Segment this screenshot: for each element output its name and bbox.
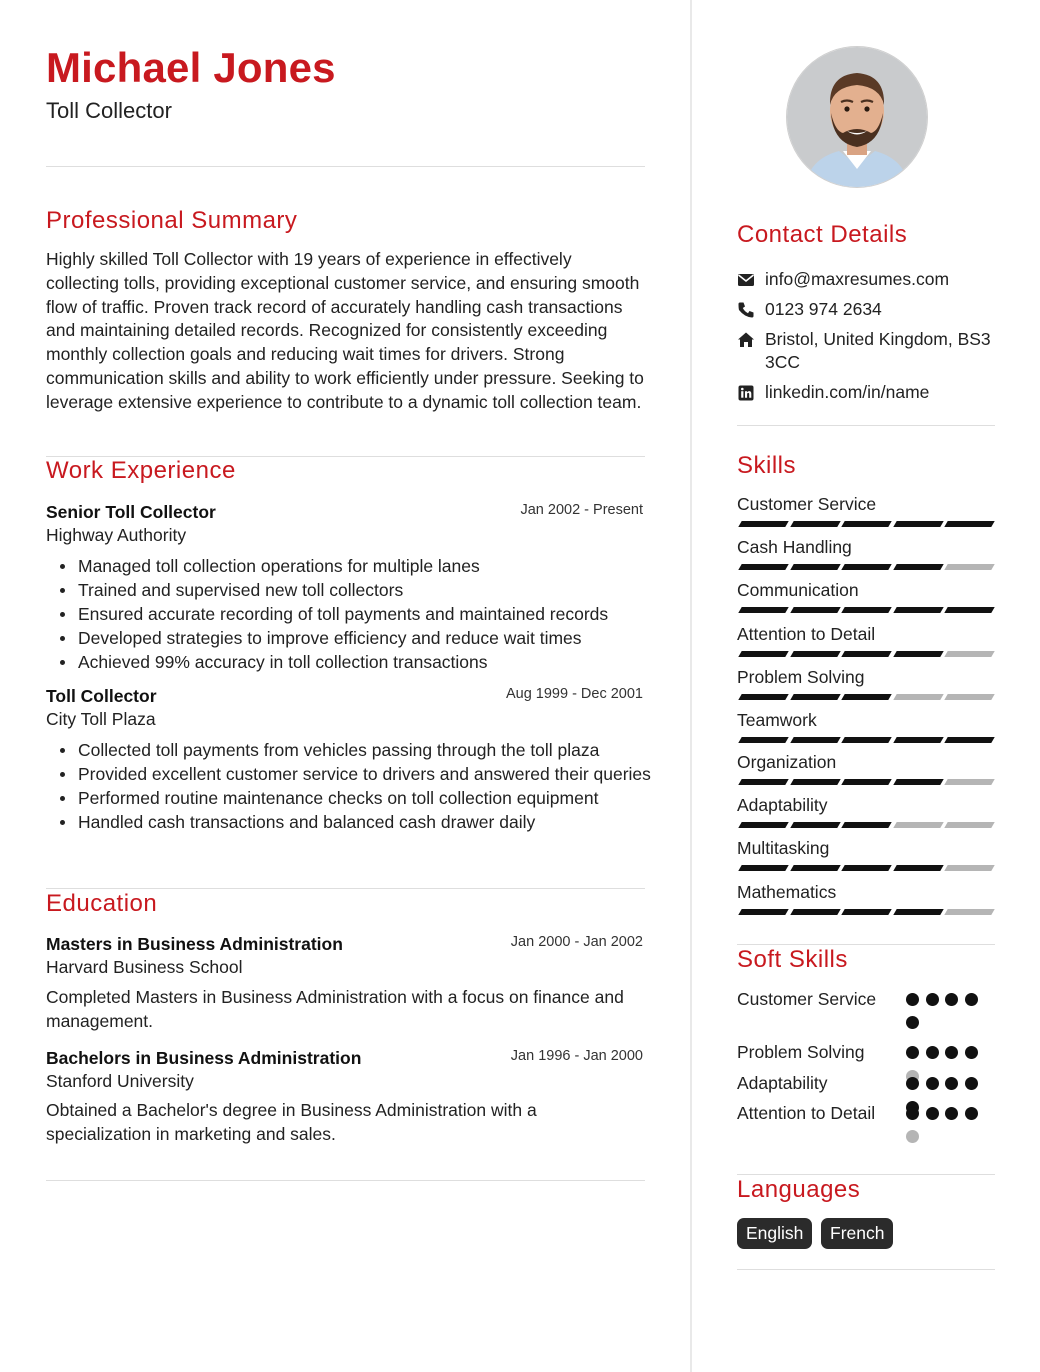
skill-level-bar [737,865,993,871]
skill-level-bar [737,737,993,743]
soft-skill-dot [906,1046,919,1059]
skill-level-bar [737,521,993,527]
soft-skill-dot [926,1077,939,1090]
skill-item [737,537,995,577]
skill-level-segment [790,779,840,785]
skill-level-segment [738,694,788,700]
skill-level-segment [790,694,840,700]
skills-heading: Skills [737,452,797,479]
soft-skill-label: Customer Service [737,989,877,1009]
skill-level-segment [738,737,788,743]
skill-label: Multitasking [737,838,830,858]
skill-item [737,882,995,922]
skill-label: Cash Handling [737,537,852,557]
header-divider [46,166,645,167]
contact-phone-text: 0123 974 2634 [765,299,882,319]
soft-skill-dot [926,993,939,1006]
job-bullet: Trained and supervised new toll collectors [78,578,658,602]
education-date: Jan 1996 - Jan 2000 [510,1048,643,1064]
skill-item [737,624,995,664]
skill-label: Customer Service [737,494,877,514]
education-description: Obtained a Bachelor's degree in Business Administration with a specialization in marketing and sales. [46,1100,537,1144]
skill-level-bar [737,694,993,700]
skill-level-segment [893,651,943,657]
skill-level-segment [790,909,840,915]
job-bullet: Achieved 99% accuracy in toll collection transactions [78,650,658,674]
skill-level-segment [841,822,891,828]
skill-level-segment [790,865,840,871]
job-bullet: Managed toll collection operations for multiple lanes [78,554,658,578]
summary-heading: Professional Summary [46,207,298,234]
skill-level-segment [893,694,943,700]
contact-linkedin-text[interactable]: linkedin.com/in/name [765,382,930,402]
skill-level-segment [893,564,943,570]
soft-skill-dot [965,1046,978,1059]
job-date: Aug 1999 - Dec 2001 [505,686,643,702]
education-header [46,934,645,958]
skill-level-segment [738,564,788,570]
education-school: Stanford University [46,1071,194,1091]
skill-level-segment [944,779,994,785]
envelope-icon [737,271,755,289]
skill-level-segment [893,822,943,828]
soft-skill-dot [906,1107,919,1120]
skill-level-segment [738,521,788,527]
skill-level-segment [841,737,891,743]
skill-level-segment [841,909,891,915]
skill-level-bar [737,779,993,785]
soft-skill-dot [965,993,978,1006]
soft-skills-divider [737,1174,995,1175]
skill-level-segment [841,694,891,700]
skill-level-segment [944,865,994,871]
skill-level-segment [841,521,891,527]
education-header [46,1048,645,1072]
skill-label: Communication [737,580,859,600]
skill-level-bar [737,822,993,828]
contact-email-text[interactable]: info@maxresumes.com [765,269,950,289]
skill-level-segment [841,779,891,785]
skills-divider [737,944,995,945]
skill-level-segment [944,521,994,527]
soft-skill-label: Adaptability [737,1073,828,1093]
job-bullet: Collected toll payments from vehicles passing through the toll plaza [78,738,658,762]
summary-text: Highly skilled Toll Collector with 19 years of experience in effectively collecting tolls, providing exceptional customer service, and ensuring smooth flow of traffic. Proven track record of accurately handling cash transactions and maintaining detailed records. Recognized for consistently exceeding monthly collection goals and reducing wait times for drivers. Strong communication skills and ability to work efficiently under pressure. Seeking to leverage extensive experience to contribute to a dynamic toll collection team. [46,249,644,412]
soft-skill-dot [906,1130,919,1143]
skill-level-segment [790,822,840,828]
skill-level-segment [841,607,891,613]
soft-skill-dot [926,1046,939,1059]
contact-divider [737,425,995,426]
skill-level-segment [893,909,943,915]
education-school: Harvard Business School [46,957,243,977]
soft-skill-dot [945,993,958,1006]
education-divider [46,1180,645,1181]
skill-item [737,667,995,707]
language-chip: English [737,1218,812,1249]
job-bullets [46,554,658,674]
education-heading: Education [46,890,158,917]
languages-divider [737,1269,995,1270]
profile-photo [786,46,928,188]
skill-level-segment [738,779,788,785]
work-divider [46,888,645,889]
job-bullets [46,738,658,834]
soft-skill-dot [945,1046,958,1059]
linkedin-icon [737,384,755,402]
skill-level-segment [944,694,994,700]
skill-level-segment [790,651,840,657]
soft-skill-label: Attention to Detail [737,1103,876,1123]
soft-skill-dot [965,1107,978,1120]
skill-level-segment [944,651,994,657]
skill-level-segment [893,865,943,871]
soft-skill-dot [906,1016,919,1029]
skill-level-segment [893,737,943,743]
skill-level-segment [841,564,891,570]
language-chip: French [821,1218,893,1249]
job-bullet: Developed strategies to improve efficiency and reduce wait times [78,626,658,650]
soft-skill-dot [965,1077,978,1090]
skill-level-segment [738,822,788,828]
soft-skill-dot [906,993,919,1006]
soft-skill-dot [926,1107,939,1120]
skill-label: Organization [737,752,837,772]
job-header [46,686,645,710]
skill-level-segment [944,822,994,828]
skill-level-segment [893,779,943,785]
job-bullet: Ensured accurate recording of toll payments and maintained records [78,602,658,626]
skill-level-segment [738,865,788,871]
skill-level-bar [737,909,993,915]
phone-icon [737,301,755,319]
skill-level-segment [841,865,891,871]
skill-level-segment [841,651,891,657]
skill-level-bar [737,564,993,570]
job-header [46,502,645,526]
skill-level-segment [790,737,840,743]
column-divider [690,0,692,1372]
languages-heading: Languages [737,1176,861,1203]
soft-skills-heading: Soft Skills [737,946,848,973]
skill-level-segment [790,521,840,527]
job-bullet: Handled cash transactions and balanced cash drawer daily [78,810,658,834]
job-bullet: Performed routine maintenance checks on toll collection equipment [78,786,658,810]
soft-skill-dot [906,1077,919,1090]
skill-label: Problem Solving [737,667,865,687]
skill-level-segment [893,521,943,527]
education-degree: Bachelors in Business Administration [46,1048,362,1068]
education-degree: Masters in Business Administration [46,934,343,954]
skill-label: Adaptability [737,795,828,815]
skill-item [737,494,995,534]
soft-skill-label: Problem Solving [737,1042,865,1062]
job-role: Toll Collector [46,686,157,706]
skill-level-segment [944,564,994,570]
skill-item [737,580,995,620]
skill-level-segment [790,607,840,613]
skill-item [737,838,995,878]
candidate-name: Michael Jones [46,44,336,91]
job-bullet: Provided excellent customer service to drivers and answered their queries [78,762,658,786]
soft-skill-dot [945,1107,958,1120]
skill-level-bar [737,607,993,613]
skill-label: Teamwork [737,710,817,730]
candidate-title: Toll Collector [46,98,172,123]
skill-item [737,752,995,792]
skill-item [737,795,995,835]
skill-item [737,710,995,750]
contact-address-text: Bristol, United Kingdom, BS3 3CC [765,329,991,372]
skill-level-segment [738,607,788,613]
work-heading: Work Experience [46,457,236,484]
job-role: Senior Toll Collector [46,502,216,522]
skill-level-segment [944,909,994,915]
skill-level-segment [738,909,788,915]
skill-level-segment [893,607,943,613]
skill-level-segment [738,651,788,657]
soft-skill-dot [945,1077,958,1090]
education-date: Jan 2000 - Jan 2002 [510,934,643,950]
job-organization: City Toll Plaza [46,709,156,729]
contact-heading: Contact Details [737,221,908,248]
skill-level-segment [790,564,840,570]
skill-level-bar [737,651,993,657]
job-date: Jan 2002 - Present [520,502,643,518]
job-organization: Highway Authority [46,525,187,545]
skill-level-segment [944,737,994,743]
home-icon [737,331,755,349]
skill-label: Attention to Detail [737,624,876,644]
skill-level-segment [944,607,994,613]
education-description: Completed Masters in Business Administration with a focus on finance and management. [46,987,624,1031]
skill-label: Mathematics [737,882,837,902]
